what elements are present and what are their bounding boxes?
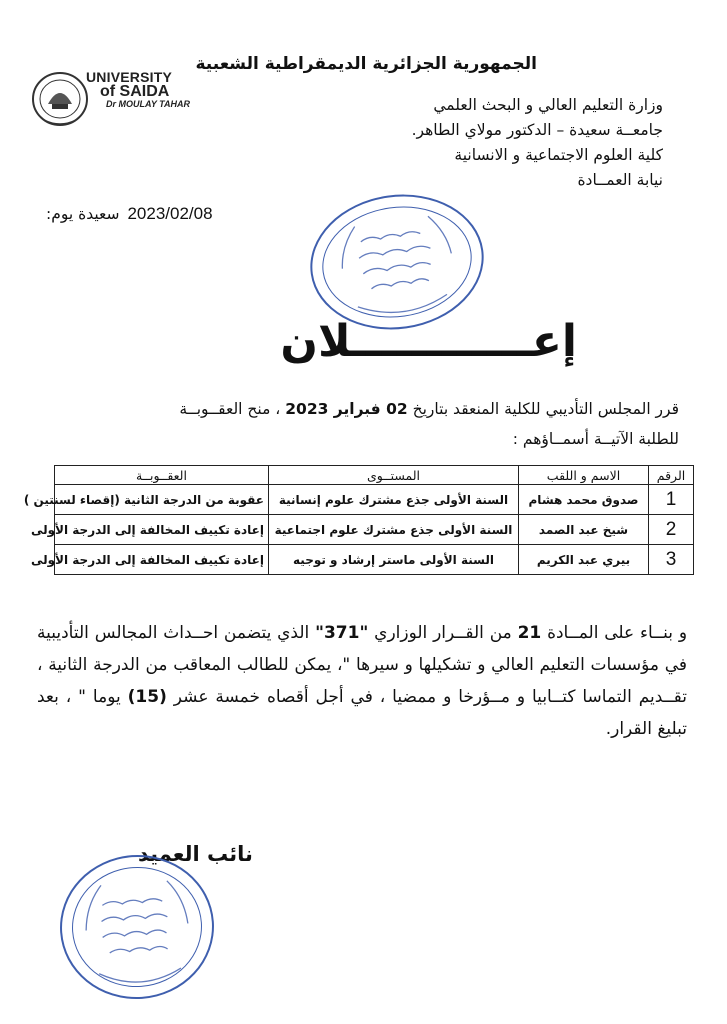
ministry-name: وزارة التعليم العالي و البحث العلمي bbox=[433, 96, 663, 114]
signature-title: نائب العميد bbox=[138, 842, 253, 866]
ministry-block bbox=[412, 93, 663, 193]
legal-days-count: (15) bbox=[127, 687, 167, 707]
student-penalty: إعادة تكييف المخالفة إلى الدرجة الأولى bbox=[55, 545, 269, 575]
logo-line-saida: of SAIDA bbox=[100, 83, 170, 100]
intro-line-1 bbox=[39, 394, 679, 424]
legal-paragraph bbox=[37, 617, 687, 745]
student-name: بيري عبد الكريم bbox=[519, 545, 649, 575]
legal-text-3: الذي يتضمن احــداث المجالس التأديبية في مؤسسات التعليم العالي و تشكيلها و سيرها "، يمكن للطالب المعاقب من الدرجة الثانية ، تقــديم التماسا كتــابيا و مــؤرخا و ممضيا ، في أجل أقصاه خمسة عشر bbox=[37, 623, 687, 707]
student-level: السنة الأولى جذع مشترك علوم اجتماعية bbox=[269, 515, 519, 545]
header-level: المستــوى bbox=[269, 466, 519, 485]
header-number: الرقم bbox=[649, 466, 694, 485]
student-penalty: عقوبة من الدرجة الثانية (إقصاء لسنتين ) bbox=[55, 485, 269, 515]
students-penalty-table bbox=[23, 465, 694, 575]
header-penalty: العقــوبــة bbox=[55, 466, 269, 485]
university-name: جامعــة سعيدة – الدكتور مولاي الطاهر. bbox=[411, 121, 663, 139]
date-label: سعيدة يوم: bbox=[46, 205, 120, 223]
legal-decree-number: "371" bbox=[315, 623, 369, 643]
announcement-title: إعــــــــــــلان bbox=[280, 316, 577, 367]
date-row bbox=[46, 204, 213, 224]
office-name: نيابة العمــادة bbox=[577, 171, 663, 189]
logo-line-university: UNIVERSITY bbox=[86, 69, 173, 85]
faculty-name: كلية العلوم الاجتماعية و الانسانية bbox=[454, 146, 663, 164]
logo-line-moulay-tahar: Dr MOULAY TAHAR bbox=[106, 99, 190, 109]
university-logo-text bbox=[86, 70, 190, 109]
header-name: الاسم و اللقب bbox=[519, 466, 649, 485]
table-header-row bbox=[55, 466, 694, 485]
row-number: 2 bbox=[649, 515, 694, 545]
intro-text-b: ، منح العقــوبــة bbox=[179, 400, 281, 418]
intro-text-a: قرر المجلس التأديبي للكلية المنعقد بتاريخ bbox=[412, 400, 679, 418]
student-level: السنة الأولى ماستر إرشاد و توجيه bbox=[269, 545, 519, 575]
table-row bbox=[55, 515, 694, 545]
student-level: السنة الأولى جذع مشترك علوم إنسانية bbox=[269, 485, 519, 515]
date-value: 2023/02/08 bbox=[127, 204, 213, 223]
university-emblem-icon bbox=[30, 68, 90, 130]
table-row bbox=[55, 485, 694, 515]
student-name: صدوق محمد هشام bbox=[519, 485, 649, 515]
republic-header: الجمهورية الجزائرية الديمقراطية الشعبية bbox=[195, 54, 537, 74]
legal-article-number: 21 bbox=[517, 623, 542, 643]
university-logo bbox=[30, 68, 210, 130]
legal-text-1: و بنــاء على المــادة bbox=[547, 623, 688, 643]
legal-text-2: من القــرار الوزاري bbox=[374, 623, 512, 643]
intro-line-2: للطلبة الآتيــة أسمــاؤهم : bbox=[512, 430, 679, 448]
announcement-intro bbox=[39, 394, 679, 454]
table-row bbox=[55, 545, 694, 575]
stamp-seal-icon bbox=[57, 852, 216, 1002]
student-name: شيخ عبد الصمد bbox=[519, 515, 649, 545]
row-number: 1 bbox=[649, 485, 694, 515]
intro-meeting-date: 02 فبراير 2023 bbox=[285, 400, 408, 418]
student-penalty: إعادة تكييف المخالفة إلى الدرجة الأولى bbox=[55, 515, 269, 545]
row-number: 3 bbox=[649, 545, 694, 575]
official-stamp-bottom bbox=[55, 850, 219, 1004]
legal-text-4: يوما " ، بعد تبليغ القرار. bbox=[37, 687, 687, 739]
